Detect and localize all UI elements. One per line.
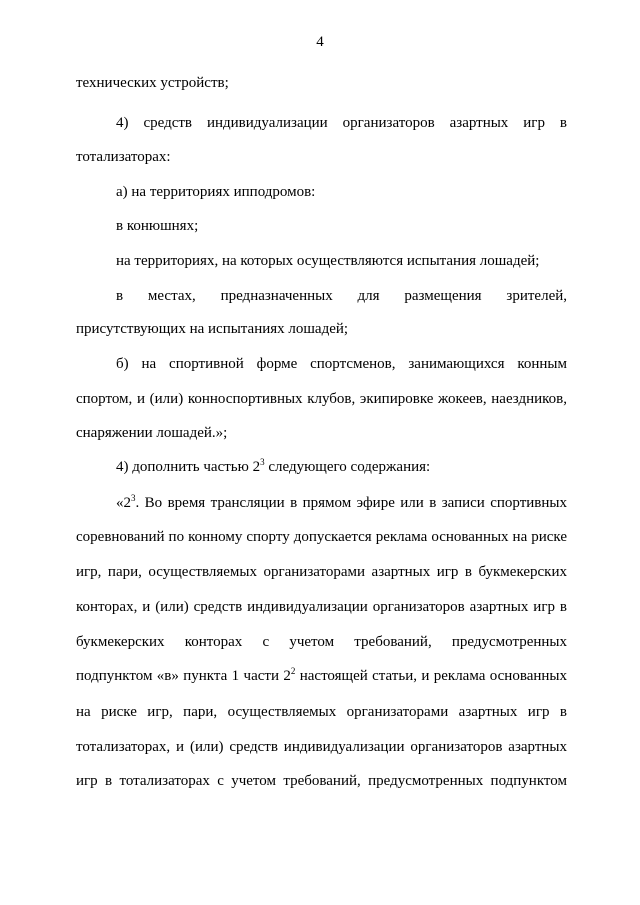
- quote-text: «2: [116, 495, 131, 511]
- text-line: на территориях, на которых осуществляются испытания лошадей;: [116, 253, 540, 269]
- text-line: присутствующих на испытаниях лошадей;: [76, 321, 349, 337]
- superscript: 3: [131, 493, 136, 503]
- amendment-text: следующего содержания:: [264, 459, 431, 475]
- superscript: 3: [260, 457, 265, 467]
- amendment-line: [116, 458, 567, 476]
- text-line: в конюшнях;: [116, 218, 199, 234]
- text-line: 4) средств индивидуализации организаторов азартных игр в: [116, 115, 567, 131]
- text-line: игр, пари, осуществляемых организаторами азартных игр в букмекерских: [76, 564, 567, 580]
- superscript: 2: [290, 666, 296, 676]
- text-line: тотализаторах, и (или) средств индивидуализации организаторов азартных: [76, 739, 567, 755]
- reference-text: подпунктом «в» пункта 1 части 2: [76, 668, 291, 684]
- quote-first-line: [116, 494, 567, 512]
- text-line: спортом, и (или) конноспортивных клубов, экипировке жокеев, наездников,: [76, 391, 567, 407]
- text-line: соревнований по конному спорту допускается реклама основанных на риске: [76, 529, 567, 545]
- reference-text: настоящей статьи, и реклама основанных: [295, 668, 567, 684]
- text-line: конторах, и (или) средств индивидуализации организаторов азартных игр в: [76, 599, 567, 615]
- page-number: 4: [316, 34, 324, 50]
- text-line: в местах, предназначенных для размещения зрителей,: [116, 288, 567, 304]
- text-line: б) на спортивной форме спортсменов, занимающихся конным: [116, 356, 567, 372]
- text-line: на риске игр, пари, осуществляемых организаторами азартных игр в: [76, 704, 567, 720]
- text-line: а) на территориях ипподромов:: [116, 184, 316, 200]
- text-line: снаряжении лошадей.»;: [76, 425, 228, 441]
- text-line: тотализаторах:: [76, 149, 171, 165]
- amendment-text: 4) дополнить частью 2: [116, 459, 261, 475]
- text-line: игр в тотализаторах с учетом требований, предусмотренных подпунктом: [76, 773, 567, 789]
- reference-line: [76, 667, 567, 685]
- text-line: букмекерских конторах с учетом требований, предусмотренных: [76, 634, 567, 650]
- text-line: технических устройств;: [76, 75, 229, 91]
- quote-text: . Во время трансляции в прямом эфире или в записи спортивных: [135, 495, 567, 511]
